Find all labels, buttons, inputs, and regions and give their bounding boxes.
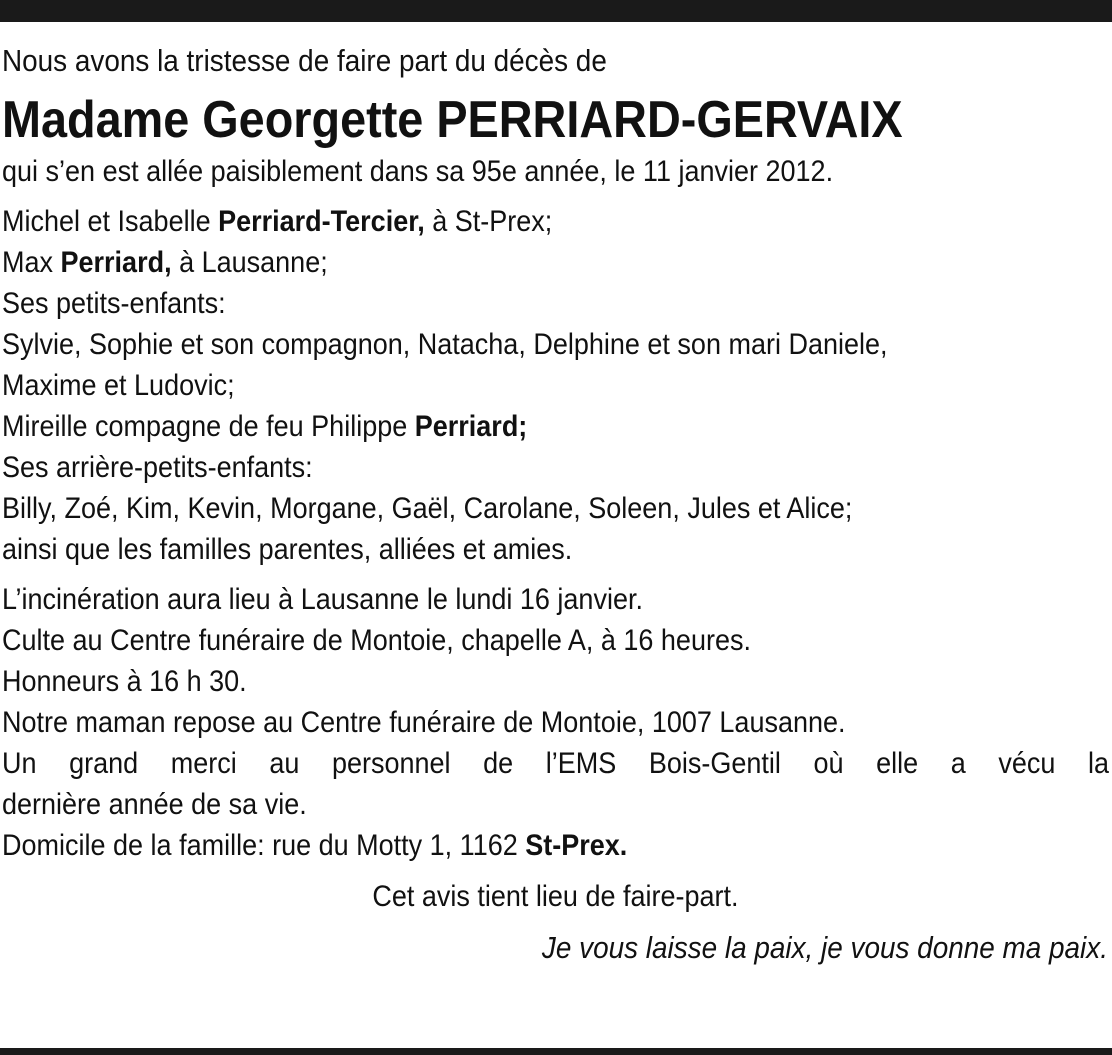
family-line-michel-pre: Michel et Isabelle bbox=[2, 205, 219, 238]
grandchildren-line-1: Sylvie, Sophie et son compagnon, Natacha, Delphine et son mari Daniele, bbox=[2, 328, 888, 361]
family-line-michel-bold: Perriard-Tercier, bbox=[218, 205, 425, 238]
domicile-bold: St-Prex. bbox=[525, 829, 628, 862]
great-grandchildren-heading: Ses arrière-petits-enfants: bbox=[2, 451, 313, 484]
notice-statement-text: Cet avis tient lieu de faire-part. bbox=[371, 880, 739, 913]
great-grandchildren-list: Billy, Zoé, Kim, Kevin, Morgane, Gaël, Carolane, Soleen, Jules et Alice; bbox=[2, 492, 853, 525]
family-line-max-post: à Lausanne; bbox=[171, 246, 328, 279]
family-line-mireille-bold: Perriard; bbox=[414, 410, 528, 443]
relatives-line: ainsi que les familles parentes, alliées et amies. bbox=[2, 533, 573, 566]
passing-text: qui s’en est allée paisiblement dans sa 95e année, le 11 janvier 2012. bbox=[2, 155, 834, 188]
thanks-line: Un grand merci au personnel de l’EMS Bois-Gentil où elle a vécu la bbox=[2, 747, 1109, 780]
intro-text: Nous avons la tristesse de faire part du décès de bbox=[2, 43, 607, 78]
top-rule bbox=[0, 0, 1112, 22]
notice-statement bbox=[2, 876, 1108, 917]
grandchildren-line-2: Maxime et Ludovic; bbox=[2, 369, 235, 402]
family-line-max-bold: Perriard, bbox=[60, 246, 172, 279]
honors-line: Honneurs à 16 h 30. bbox=[2, 665, 247, 698]
family-line-michel bbox=[2, 201, 997, 242]
thanks-continuation: dernière année de sa vie. bbox=[2, 788, 307, 821]
family-line-mireille bbox=[2, 406, 997, 447]
rest-line: Notre maman repose au Centre funéraire de Montoie, 1007 Lausanne. bbox=[2, 706, 846, 739]
family-line-max bbox=[2, 242, 997, 283]
closing-quote bbox=[2, 927, 1108, 968]
bottom-rule bbox=[0, 1048, 1112, 1055]
family-line-max-pre: Max bbox=[2, 246, 61, 279]
domicile-line bbox=[2, 825, 997, 866]
incineration-line: L’incinération aura lieu à Lausanne le lundi 16 janvier. bbox=[2, 583, 643, 616]
closing-quote-text: Je vous laisse la paix, je vous donne ma paix. bbox=[541, 930, 1108, 965]
domicile-pre: Domicile de la famille: rue du Motty 1, 1162 bbox=[2, 829, 526, 862]
grandchildren-heading: Ses petits-enfants: bbox=[2, 287, 226, 320]
notice-body bbox=[2, 40, 1108, 968]
family-line-michel-post: à St-Prex; bbox=[424, 205, 553, 238]
deceased-name: Madame Georgette PERRIARD-GERVAIX bbox=[2, 91, 903, 149]
service-line: Culte au Centre funéraire de Montoie, chapelle A, à 16 heures. bbox=[2, 624, 751, 657]
family-line-mireille-pre: Mireille compagne de feu Philippe bbox=[2, 410, 415, 443]
